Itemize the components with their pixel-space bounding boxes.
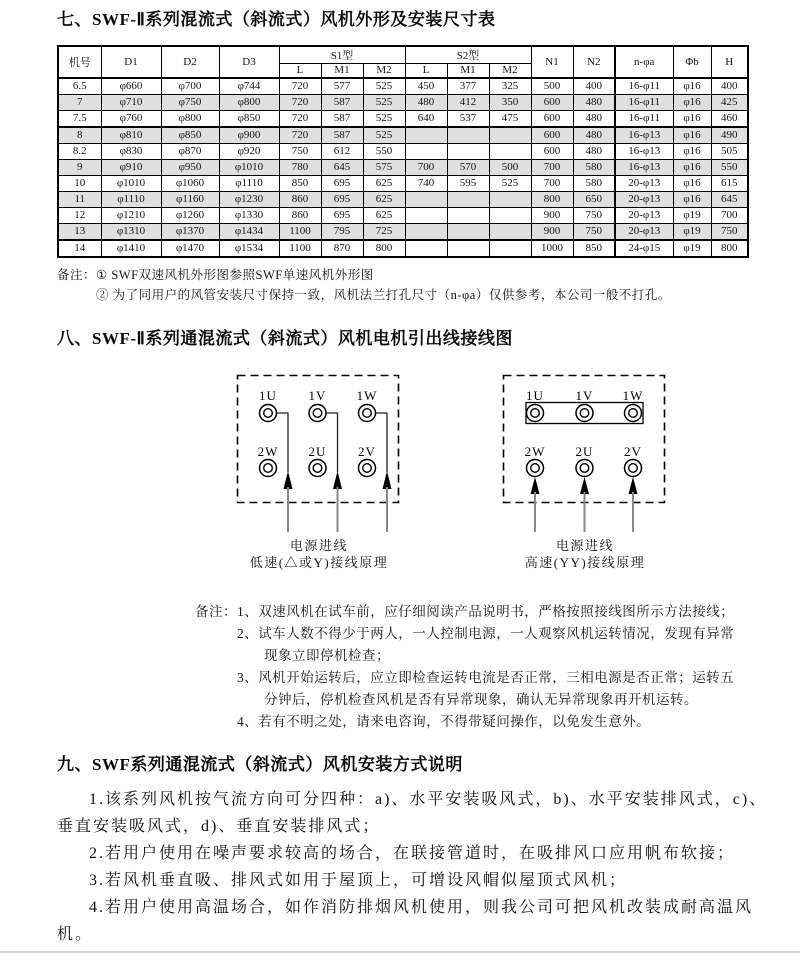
table-cell: φ19 <box>673 207 711 223</box>
table-cell: 11 <box>58 191 101 207</box>
note-item: 4、若有不明之处，请来电咨询，不得带疑问操作，以免发生意外。 <box>237 713 651 729</box>
table-cell: φ920 <box>219 143 279 159</box>
table-cell: 750 <box>573 223 615 240</box>
table-cell: φ1470 <box>161 240 219 257</box>
col-header-s1-group: S1型 <box>279 46 405 64</box>
table-cell: 580 <box>573 175 615 191</box>
table-cell: 1000 <box>531 240 573 257</box>
table-cell <box>447 127 489 144</box>
notes-label: 备注： <box>195 603 237 619</box>
table-cell: φ19 <box>673 240 711 257</box>
table-cell: 480 <box>573 143 615 159</box>
table-cell: 550 <box>363 143 405 159</box>
table-cell: 625 <box>363 175 405 191</box>
table-cell <box>405 191 447 207</box>
terminal-circle-inner <box>264 463 273 472</box>
table-cell: 695 <box>321 191 363 207</box>
table-cell: 795 <box>321 223 363 240</box>
wiring-diagrams <box>57 371 770 573</box>
table-cell: 1100 <box>279 240 321 257</box>
col-header-s1-l: L <box>279 64 321 78</box>
table-cell: 450 <box>405 78 447 95</box>
table-cell: φ744 <box>219 78 279 95</box>
terminal-label: 2W <box>257 443 279 459</box>
table-cell <box>447 223 489 240</box>
table-cell: 480 <box>573 94 615 110</box>
table-cell: φ710 <box>101 94 161 110</box>
caption-line: 电源进线 <box>555 537 614 553</box>
table-cell: 325 <box>489 78 531 95</box>
table-cell: 720 <box>279 94 321 110</box>
table-cell: 870 <box>321 240 363 257</box>
table-cell: φ950 <box>161 159 219 175</box>
table-cell <box>447 191 489 207</box>
table-cell: 12 <box>58 207 101 223</box>
table-cell: 587 <box>321 94 363 110</box>
section7-title: 七、SWF-Ⅱ系列混流式（斜流式）风机外形及安装尺寸表 <box>57 10 496 29</box>
table-cell: 16-φ11 <box>615 78 673 95</box>
table-cell: φ1110 <box>101 191 161 207</box>
section7-notes <box>57 265 770 305</box>
table-cell: φ16 <box>673 94 711 110</box>
dimension-table <box>57 45 749 258</box>
table-cell: 750 <box>711 223 748 240</box>
table-cell <box>405 240 447 257</box>
table-cell: φ1310 <box>101 223 161 240</box>
table-cell: 350 <box>489 94 531 110</box>
table-cell: 20-φ13 <box>615 223 673 240</box>
paragraph: 3.若风机垂直吸、排风式如用于屋顶上，可增设风帽似屋顶式风机； <box>89 871 628 889</box>
col-header-d3: D3 <box>219 46 279 78</box>
table-cell: 6.5 <box>58 78 101 95</box>
table-cell: 537 <box>447 110 489 127</box>
table-cell: φ16 <box>673 143 711 159</box>
wire <box>277 413 289 472</box>
table-cell: φ16 <box>673 127 711 144</box>
table-cell <box>447 143 489 159</box>
note-item: 2、试车人数不得少于两人，一人控制电源，一人观察风机运转情况，发现有异常现象立即停机检查； <box>237 625 735 663</box>
table-cell: 490 <box>711 127 748 144</box>
table-cell: 14 <box>58 240 101 257</box>
table-cell: 13 <box>58 223 101 240</box>
table-cell: 900 <box>531 207 573 223</box>
table-row <box>58 223 748 240</box>
table-cell: 587 <box>321 110 363 127</box>
table-cell: 900 <box>531 223 573 240</box>
table-cell: 480 <box>573 110 615 127</box>
wire <box>326 413 338 472</box>
table-cell: 580 <box>573 159 615 175</box>
table-row <box>58 78 748 95</box>
table-cell: 600 <box>531 94 573 110</box>
caption-line: 电源进线 <box>289 537 348 553</box>
table-cell: φ750 <box>161 94 219 110</box>
table-cell: φ1010 <box>101 175 161 191</box>
table-cell <box>447 240 489 257</box>
high-speed-wiring-diagram <box>475 371 695 571</box>
table-cell: 750 <box>573 207 615 223</box>
table-cell: φ1230 <box>219 191 279 207</box>
power-arrow-icon <box>580 477 589 494</box>
table-cell: φ900 <box>219 127 279 144</box>
scan-edge-artifact <box>0 951 800 953</box>
terminal-circle-inner <box>531 463 540 472</box>
table-cell: 9 <box>58 159 101 175</box>
table-row <box>58 127 748 144</box>
terminal-label: 2U <box>308 443 327 459</box>
section9-paragraphs <box>57 786 770 948</box>
table-cell: 7 <box>58 94 101 110</box>
col-header-n-phi-a: n-φa <box>615 46 673 78</box>
table-cell: 860 <box>279 191 321 207</box>
table-cell: φ850 <box>219 110 279 127</box>
terminal-label: 2U <box>575 443 594 459</box>
table-row <box>58 191 748 207</box>
terminal-circle-inner <box>363 463 372 472</box>
terminal-label: 2V <box>624 443 642 459</box>
table-cell: φ1534 <box>219 240 279 257</box>
table-cell: 525 <box>363 127 405 144</box>
note-item: ① SWF双速风机外形图参照SWF单速风机外形图 <box>96 267 374 282</box>
table-cell: 850 <box>573 240 615 257</box>
table-cell: 600 <box>531 143 573 159</box>
table-cell <box>489 223 531 240</box>
table-cell: 720 <box>279 110 321 127</box>
table-cell: 16-φ13 <box>615 127 673 144</box>
table-cell: 720 <box>279 78 321 95</box>
table-cell: φ1010 <box>219 159 279 175</box>
wire <box>376 413 388 472</box>
terminal-circle-inner <box>580 463 589 472</box>
col-header-d1: D1 <box>101 46 161 78</box>
table-cell: φ1330 <box>219 207 279 223</box>
table-cell: 780 <box>279 159 321 175</box>
table-cell: 577 <box>321 78 363 95</box>
table-cell: 7.5 <box>58 110 101 127</box>
table-cell: 480 <box>573 127 615 144</box>
terminal-circle-inner <box>363 408 372 417</box>
terminal-circle-inner <box>313 463 322 472</box>
table-row <box>58 175 748 191</box>
table-cell: 860 <box>279 207 321 223</box>
table-cell: φ19 <box>673 223 711 240</box>
table-cell: 740 <box>405 175 447 191</box>
table-cell: φ16 <box>673 159 711 175</box>
table-cell: 850 <box>279 175 321 191</box>
terminal-label: 2V <box>358 443 376 459</box>
table-cell: 700 <box>531 159 573 175</box>
col-header-n2: N2 <box>573 46 615 78</box>
table-cell: 645 <box>711 191 748 207</box>
diagram-caption <box>475 537 695 571</box>
table-cell: φ1210 <box>101 207 161 223</box>
terminal-label: 1U <box>259 387 277 403</box>
table-cell: 480 <box>405 94 447 110</box>
table-cell: φ1110 <box>219 175 279 191</box>
table-cell: φ870 <box>161 143 219 159</box>
low-speed-wiring-diagram <box>209 371 429 571</box>
col-header-s2-l: L <box>405 64 447 78</box>
terminal-circle-inner <box>580 408 589 417</box>
table-cell: 425 <box>711 94 748 110</box>
table-cell: φ800 <box>219 94 279 110</box>
table-cell: 600 <box>531 127 573 144</box>
table-cell: φ1434 <box>219 223 279 240</box>
table-cell: 525 <box>363 78 405 95</box>
table-cell: 24-φ15 <box>615 240 673 257</box>
table-cell: 570 <box>447 159 489 175</box>
table-cell: φ1160 <box>161 191 219 207</box>
table-cell <box>447 207 489 223</box>
table-cell: 20-φ13 <box>615 191 673 207</box>
table-cell: 500 <box>531 78 573 95</box>
col-header-s1-m2: M2 <box>363 64 405 78</box>
table-cell: 615 <box>711 175 748 191</box>
table-cell: 16-φ13 <box>615 143 673 159</box>
table-cell: 750 <box>279 143 321 159</box>
terminal-label: 1W <box>356 387 378 403</box>
table-cell: 645 <box>321 159 363 175</box>
table-cell: 695 <box>321 175 363 191</box>
terminal-label: 2W <box>524 443 546 459</box>
table-cell: 595 <box>447 175 489 191</box>
paragraph: 2.若用户使用在噪声要求较高的场合，在联接管道时，在吸排风口应用帆布软接； <box>89 844 736 862</box>
section8-title: 八、SWF-Ⅱ系列通混流式（斜流式）风机电机引出线接线图 <box>57 328 513 348</box>
paragraph: 4.若用户使用高温场合，如作消防排烟风机使用，则我公司可把风机改装成耐高温风机。 <box>57 898 754 943</box>
note-item: ② 为了同用户的风管安装尺寸保持一致，风机法兰打孔尺寸（n-φa）仅供参考，本公司一般不打孔。 <box>96 287 671 302</box>
table-cell: 412 <box>447 94 489 110</box>
terminal-circle-inner <box>629 463 638 472</box>
table-cell: 625 <box>363 207 405 223</box>
table-cell: 700 <box>711 207 748 223</box>
table-cell <box>405 223 447 240</box>
table-cell: 460 <box>711 110 748 127</box>
table-cell: φ16 <box>673 78 711 95</box>
table-cell: 550 <box>711 159 748 175</box>
col-header-h: H <box>711 46 748 78</box>
power-arrow-icon <box>333 471 342 489</box>
table-cell: 377 <box>447 78 489 95</box>
table-row <box>58 143 748 159</box>
table-cell: 525 <box>489 175 531 191</box>
table-cell <box>489 143 531 159</box>
low-speed-diagram-drawing <box>209 371 429 533</box>
table-cell: φ810 <box>101 127 161 144</box>
table-cell <box>405 207 447 223</box>
table-cell: φ760 <box>101 110 161 127</box>
table-cell: 612 <box>321 143 363 159</box>
table-cell: 600 <box>531 110 573 127</box>
table-row <box>58 110 748 127</box>
table-cell: φ16 <box>673 191 711 207</box>
table-cell <box>489 240 531 257</box>
terminal-label: 1V <box>308 387 327 403</box>
table-cell: 700 <box>531 175 573 191</box>
table-cell: φ660 <box>101 78 161 95</box>
terminal-circle-inner <box>313 408 322 417</box>
terminal-label: 1V <box>575 387 594 403</box>
table-cell: 505 <box>711 143 748 159</box>
col-header-s2-m2: M2 <box>489 64 531 78</box>
section8-notes <box>195 601 795 733</box>
terminal-circle-inner <box>531 408 540 417</box>
table-cell: 800 <box>531 191 573 207</box>
table-cell: 650 <box>573 191 615 207</box>
col-header-d2: D2 <box>161 46 219 78</box>
table-cell: 475 <box>489 110 531 127</box>
table-cell: 500 <box>489 159 531 175</box>
table-cell: φ16 <box>673 110 711 127</box>
col-header-n1: N1 <box>531 46 573 78</box>
table-row <box>58 240 748 257</box>
table-cell: φ1260 <box>161 207 219 223</box>
table-cell: φ910 <box>101 159 161 175</box>
caption-line: 低速(△或Y)接线原理 <box>249 554 389 570</box>
table-cell: φ850 <box>161 127 219 144</box>
table-cell: 725 <box>363 223 405 240</box>
table-cell: 575 <box>363 159 405 175</box>
section9-title: 九、SWF系列通混流式（斜流式）风机安装方式说明 <box>57 754 463 774</box>
terminal-label: 1W <box>622 387 644 403</box>
table-cell: 10 <box>58 175 101 191</box>
table-cell: φ1370 <box>161 223 219 240</box>
terminal-circle-inner <box>629 408 638 417</box>
table-cell: 16-φ13 <box>615 159 673 175</box>
table-cell: φ1410 <box>101 240 161 257</box>
col-header-phi-b: Φb <box>673 46 711 78</box>
table-cell: 20-φ13 <box>615 175 673 191</box>
terminal-circle-inner <box>264 408 273 417</box>
col-header-s2-group: S2型 <box>405 46 531 64</box>
table-cell: 587 <box>321 127 363 144</box>
table-cell <box>489 127 531 144</box>
table-cell <box>489 191 531 207</box>
table-cell: φ830 <box>101 143 161 159</box>
table-cell: 20-φ13 <box>615 207 673 223</box>
table-cell <box>405 127 447 144</box>
table-cell: 8 <box>58 127 101 144</box>
table-row <box>58 159 748 175</box>
table-cell: 16-φ11 <box>615 110 673 127</box>
col-header-s2-m1: M1 <box>447 64 489 78</box>
table-cell: 525 <box>363 110 405 127</box>
note-item: 1、双速风机在试车前，应仔细阅读产品说明书，严格按照接线图所示方法接线； <box>237 603 735 619</box>
table-row <box>58 94 748 110</box>
table-cell: φ800 <box>161 110 219 127</box>
table-cell: φ700 <box>161 78 219 95</box>
table-cell: 695 <box>321 207 363 223</box>
table-cell: 525 <box>363 94 405 110</box>
table-cell: φ1060 <box>161 175 219 191</box>
table-cell: 700 <box>405 159 447 175</box>
col-header-machine-no: 机号 <box>58 46 101 78</box>
power-arrow-icon <box>383 471 392 489</box>
table-cell: 625 <box>363 191 405 207</box>
col-header-s1-m1: M1 <box>321 64 363 78</box>
table-cell: φ16 <box>673 175 711 191</box>
power-arrow-icon <box>531 477 540 494</box>
paragraph: 1.该系列风机按气流方向可分四种：a)、水平安装吸风式，b)、水平安装排风式，c)、垂直安装吸风式，d)、垂直安装排风式； <box>57 790 768 835</box>
diagram-caption <box>209 537 429 571</box>
table-header-row-1 <box>58 46 748 64</box>
table-cell: 400 <box>573 78 615 95</box>
table-cell: 1100 <box>279 223 321 240</box>
table-cell <box>405 143 447 159</box>
table-cell: 720 <box>279 127 321 144</box>
note-item: 3、风机开始运转后，应立即检查运转电流是否正常，三相电源是否正常；运转五分钟后，停机检查风机是否有异常现象，确认无异常现象再开机运转。 <box>237 669 735 707</box>
table-cell: 800 <box>711 240 748 257</box>
table-cell: 800 <box>363 240 405 257</box>
table-cell: 640 <box>405 110 447 127</box>
table-cell: 400 <box>711 78 748 95</box>
table-cell: 8.2 <box>58 143 101 159</box>
notes-label: 备注： <box>57 267 97 282</box>
high-speed-diagram-drawing <box>475 371 695 533</box>
table-row <box>58 207 748 223</box>
terminal-label: 1U <box>526 387 544 403</box>
caption-line: 高速(YY)接线原理 <box>524 554 646 570</box>
table-cell: 16-φ11 <box>615 94 673 110</box>
table-cell <box>489 207 531 223</box>
power-arrow-icon <box>284 471 293 489</box>
power-arrow-icon <box>629 477 638 494</box>
